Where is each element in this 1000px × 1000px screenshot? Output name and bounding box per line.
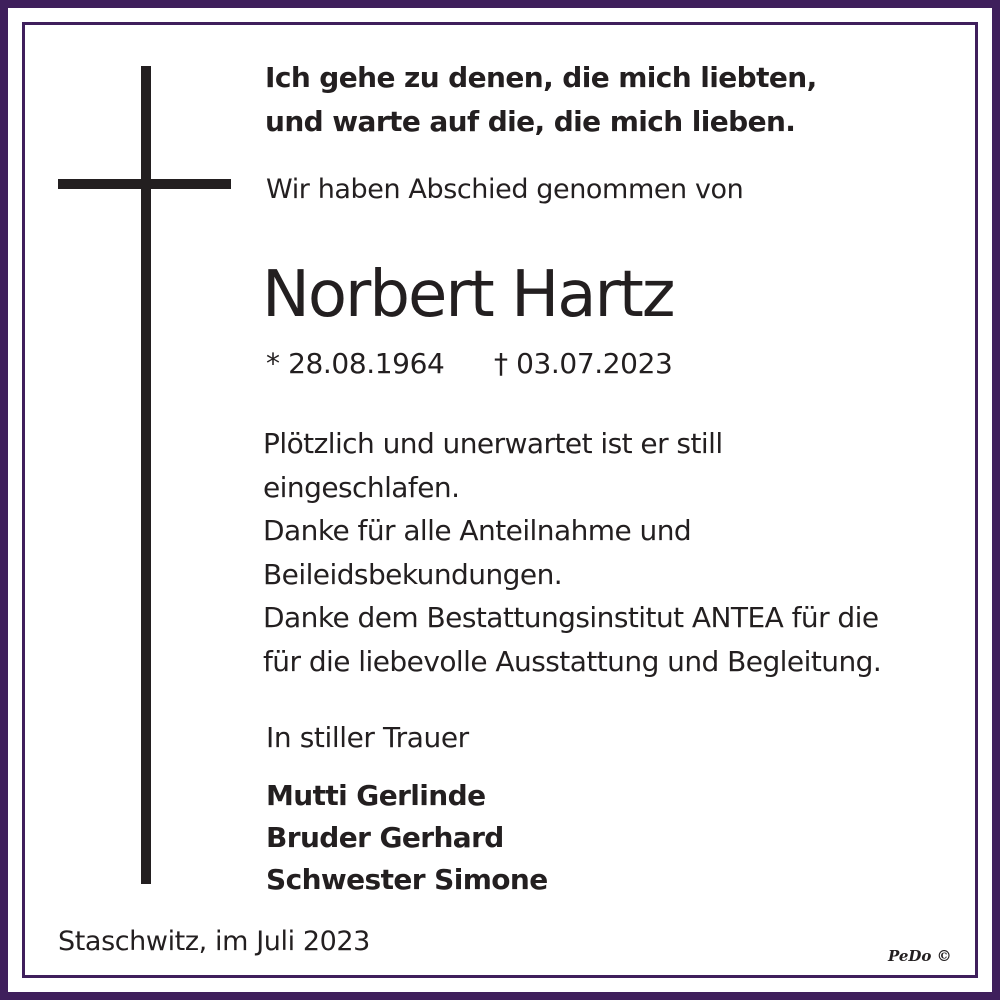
life-dates xyxy=(266,344,673,384)
birth-date: * 28.08.1964 xyxy=(266,347,445,380)
motto xyxy=(265,56,817,144)
motto-line: Ich gehe zu denen, die mich liebten, xyxy=(265,61,817,94)
message-line: Danke für alle Anteilnahme und xyxy=(263,514,692,547)
message-line: Plötzlich und unerwartet ist er still xyxy=(263,427,723,460)
message-line: Danke dem Bestattungsinstitut ANTEA für die xyxy=(263,601,879,634)
message-line: eingeschlafen. xyxy=(263,470,460,504)
mourners-list xyxy=(266,775,548,901)
motto-line: und warte auf die, die mich lieben. xyxy=(265,105,796,138)
death-date: † 03.07.2023 xyxy=(494,347,673,380)
maker-mark: PeDo © xyxy=(888,947,952,965)
mourner-name: Schwester Simone xyxy=(266,863,548,896)
mourner-name: Mutti Gerlinde xyxy=(266,779,486,812)
mourning-text: In stiller Trauer xyxy=(266,721,469,754)
message-line: Beileidsbekundungen. xyxy=(263,557,563,591)
cross-icon-horizontal-bar xyxy=(58,179,231,189)
deceased-name: Norbert Hartz xyxy=(262,258,674,332)
mourner-name: Bruder Gerhard xyxy=(266,821,504,854)
message xyxy=(263,422,881,683)
message-line: für die liebevolle Ausstattung und Begleitung. xyxy=(263,644,882,678)
place-date: Staschwitz, im Juli 2023 xyxy=(58,926,370,957)
intro-text: Wir haben Abschied genommen von xyxy=(266,174,744,205)
